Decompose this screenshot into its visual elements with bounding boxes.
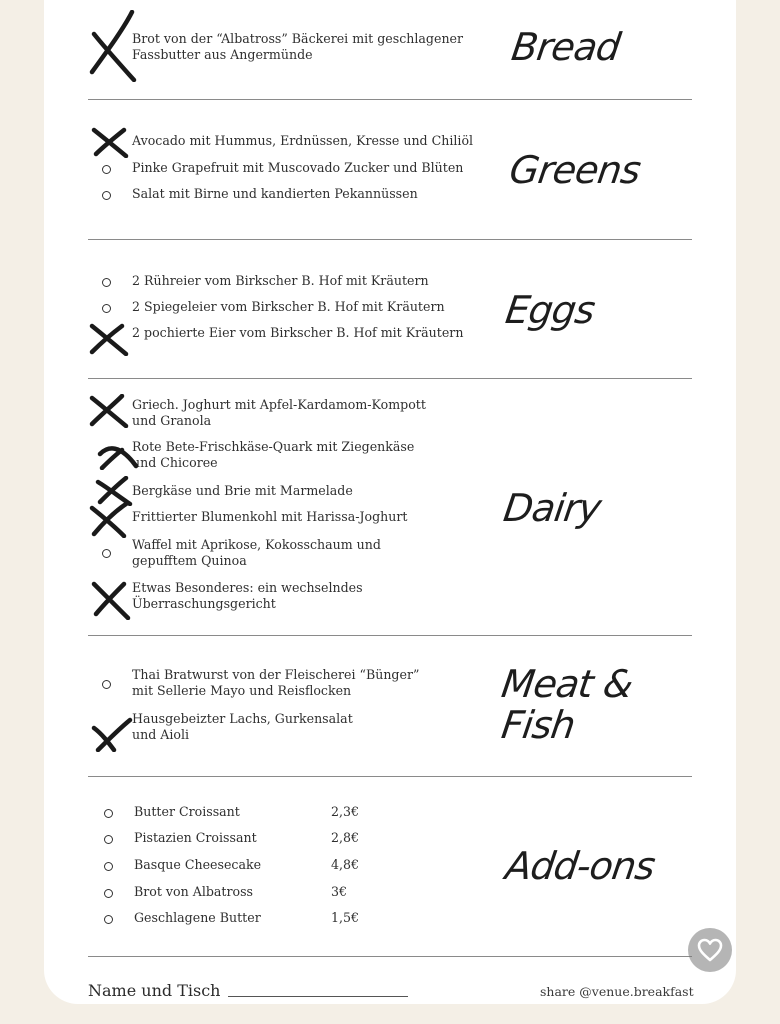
item-text-line1: Avocado mit Hummus, Erdnüssen, Kresse und Chiliöl xyxy=(132,133,474,148)
category-title-dairy: Dairy xyxy=(500,486,604,530)
item-text-line2: mit Sellerie Mayo und Reisflocken xyxy=(132,683,352,698)
addon-price: 2,3€ xyxy=(331,804,360,819)
name-table-input-line[interactable] xyxy=(228,996,408,997)
radio-button[interactable] xyxy=(104,809,113,818)
section-eggs xyxy=(88,240,692,380)
item-text-line2: Überraschungsgericht xyxy=(132,596,276,611)
item-text-line1: Salat mit Birne und kandierten Pekannüssen xyxy=(132,186,418,201)
cross-mark-icon xyxy=(88,322,130,356)
category-title-meat-fish-line2: Fish xyxy=(498,703,578,747)
item-text-line2: und Aioli xyxy=(132,727,190,742)
radio-button[interactable] xyxy=(102,549,111,558)
addon-name: Pistazien Croissant xyxy=(134,830,257,845)
radio-button[interactable] xyxy=(102,304,111,313)
radio-button[interactable] xyxy=(102,165,111,174)
item-text-line2: gepufftem Quinoa xyxy=(132,553,247,568)
divider xyxy=(88,776,692,777)
category-title-bread: Bread xyxy=(508,25,623,69)
category-title-greens: Greens xyxy=(506,148,643,192)
item-text-line1: Thai Bratwurst von der Fleischerei “Bünger” xyxy=(132,667,420,682)
item-text-line1: Waffel mit Aprikose, Kokosschaum und xyxy=(132,537,381,552)
item-text-line2: und Chicoree xyxy=(132,455,218,470)
item-text-line1: Pinke Grapefruit mit Muscovado Zucker und Blüten xyxy=(132,160,464,175)
addon-name: Basque Cheesecake xyxy=(134,857,262,872)
item-text-line2: Fassbutter aus Angermünde xyxy=(132,47,313,62)
radio-button[interactable] xyxy=(104,915,113,924)
addon-price: 3€ xyxy=(331,884,348,899)
addon-price: 4,8€ xyxy=(331,857,360,872)
category-title-eggs: Eggs xyxy=(502,288,598,332)
radio-button[interactable] xyxy=(102,191,111,200)
category-title-addons: Add-ons xyxy=(502,844,658,888)
item-text-line1: Rote Bete-Frischkäse-Quark mit Ziegenkäse xyxy=(132,439,415,454)
radio-button[interactable] xyxy=(102,680,111,689)
section-meat-fish xyxy=(88,636,692,776)
divider xyxy=(88,378,692,379)
item-text-line1: Frittierter Blumenkohl mit Harissa-Joghurt xyxy=(132,509,408,524)
radio-button[interactable] xyxy=(104,862,113,871)
addon-name: Brot von Albatross xyxy=(134,884,254,899)
heart-icon xyxy=(697,938,723,962)
item-text-line2: und Granola xyxy=(132,413,212,428)
share-handle: share @venue.breakfast xyxy=(540,984,694,999)
category-title-meat-fish: Meat & xyxy=(498,662,636,706)
cross-mark-icon xyxy=(90,716,134,752)
cross-mark-icon xyxy=(94,476,134,506)
addon-name: Geschlagene Butter xyxy=(134,910,261,925)
radio-button[interactable] xyxy=(102,278,111,287)
item-text-line1: Etwas Besonderes: ein wechselndes xyxy=(132,580,363,595)
radio-button[interactable] xyxy=(104,889,113,898)
addon-price: 1,5€ xyxy=(331,910,360,925)
item-text-line1: Griech. Joghurt mit Apfel-Kardamom-Kompott xyxy=(132,397,426,412)
item-text-line1: 2 Rühreier vom Birkscher B. Hof mit Kräutern xyxy=(132,273,429,288)
item-text-line1: 2 Spiegeleier vom Birkscher B. Hof mit Kräutern xyxy=(132,299,445,314)
cross-mark-icon xyxy=(90,126,130,158)
cross-mark-icon xyxy=(88,394,130,428)
radio-button[interactable] xyxy=(104,835,113,844)
cross-mark-icon xyxy=(88,502,130,538)
item-text-line1: Bergkäse und Brie mit Marmelade xyxy=(132,483,353,498)
like-button[interactable] xyxy=(688,928,732,972)
section-addons xyxy=(88,778,692,958)
addon-name: Butter Croissant xyxy=(134,804,240,819)
item-text-line1: Hausgebeizter Lachs, Gurkensalat xyxy=(132,711,353,726)
section-bread xyxy=(88,0,692,100)
item-text-line1: 2 pochierte Eier vom Birkscher B. Hof mit Kräutern xyxy=(132,325,464,340)
section-greens xyxy=(88,100,692,240)
divider xyxy=(88,956,692,957)
section-dairy xyxy=(88,380,692,636)
name-table-label: Name und Tisch xyxy=(88,981,221,1000)
addon-price: 2,8€ xyxy=(331,830,360,845)
cross-mark-icon xyxy=(90,580,132,620)
item-text-line1: Brot von der “Albatross” Bäckerei mit geschlagener xyxy=(132,31,464,46)
